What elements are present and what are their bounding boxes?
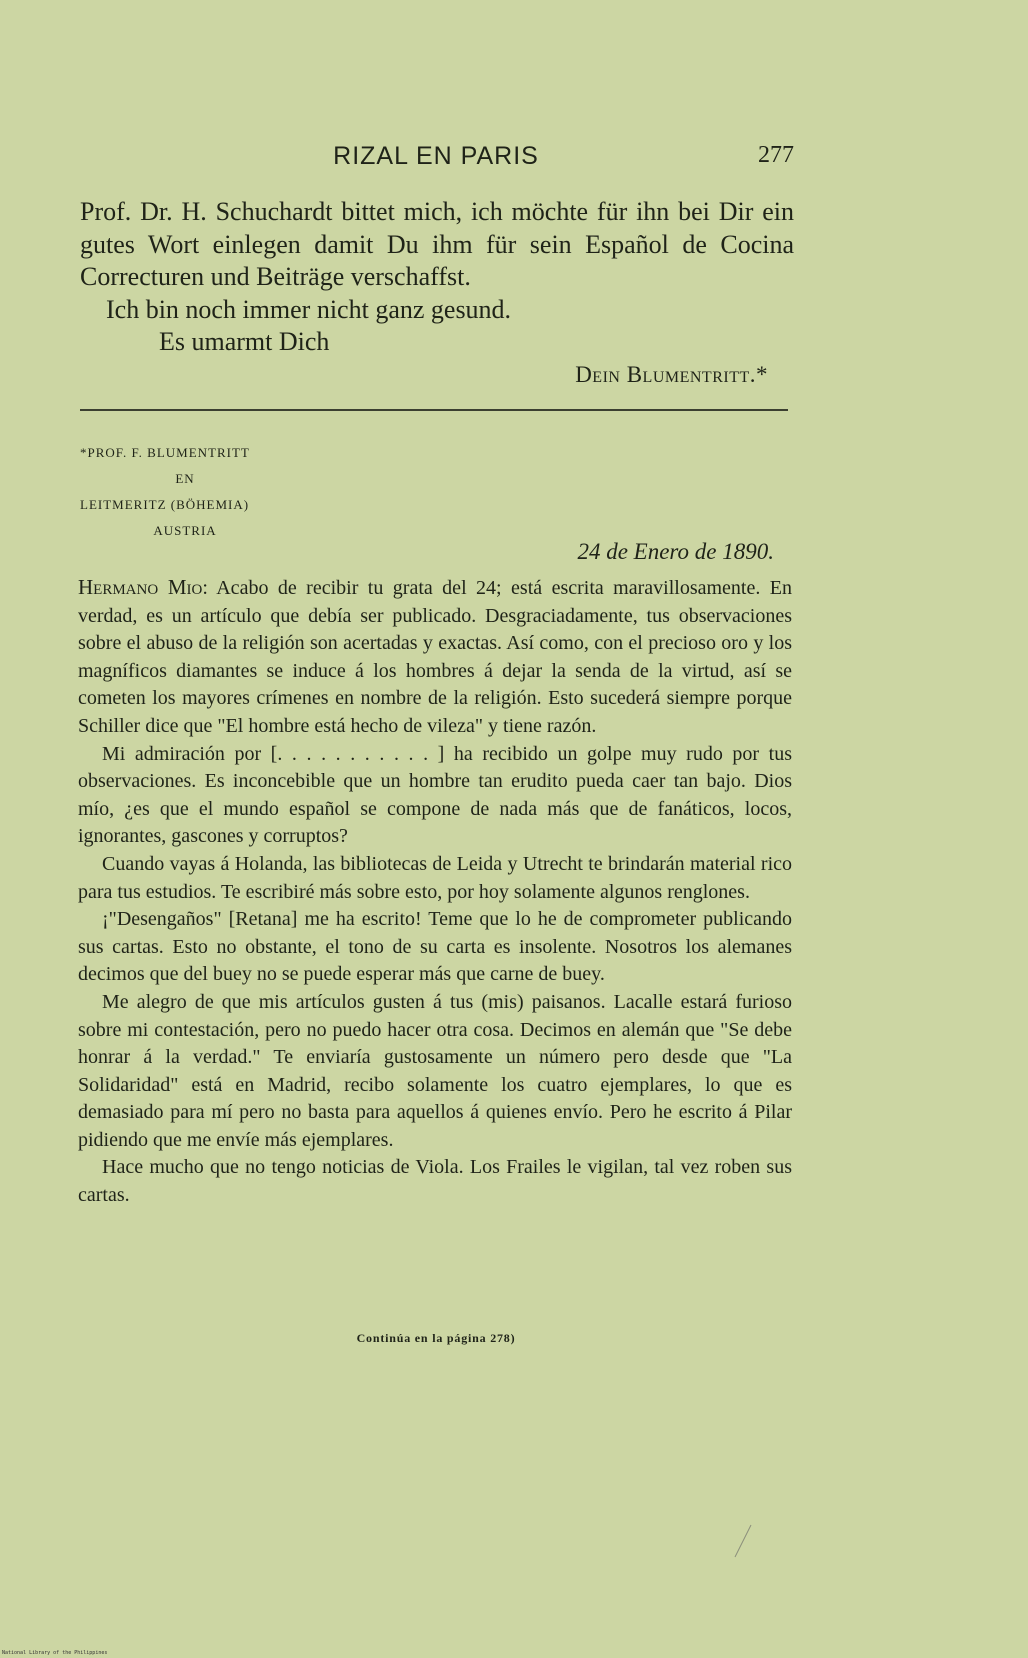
address-line: EN bbox=[175, 471, 195, 486]
german-letter bbox=[80, 196, 794, 391]
letter-body bbox=[78, 574, 792, 1210]
continuation-note: Continúa en la página 278) bbox=[356, 1331, 516, 1345]
running-title: RIZAL EN PARIS bbox=[333, 142, 539, 170]
german-closing: Es umarmt Dich bbox=[159, 327, 330, 356]
letter-date: 24 de Enero de 1890. bbox=[577, 539, 774, 564]
german-paragraph: Ich bin noch immer nicht ganz gesund. bbox=[106, 294, 512, 324]
signature: Dein Blumentritt.* bbox=[575, 361, 768, 387]
page-number: 277 bbox=[758, 142, 794, 168]
section-divider bbox=[80, 409, 788, 411]
body-paragraph: Mi admiración por [. . . . . . . . . . . ] ha recibido un golpe muy rudo por tus observaciones. Es inconcebible que un hombre tan erudito pueda caer tan bajo. Dios mío, ¿es que el mundo español se compone de nada más que de fanáticos, locos, ignorantes, gascones y corruptos? bbox=[78, 742, 792, 848]
body-paragraph: Me alegro de que mis artículos gusten á tus (mis) paisanos. Lacalle estará furioso sobre mi contestación, pero no puedo hacer otra cosa. Decimos en alemán que "Se debe honrar á la verdad." Te enviaría gustosamente un número pero desde que "La Solidaridad" está en Madrid, recibo solamente los cuatro ejemplares, lo que es demasiado para mí pero no basta para aquellos á quienes envío. Pero he escrito á Pilar pidiendo que me envíe más ejemplares. bbox=[78, 990, 792, 1151]
german-paragraph: Prof. Dr. H. Schuchardt bittet mich, ich möchte für ihn bei Dir ein gutes Wort einlegen damit Du ihm für sein Español de Cocina Correcturen und Beiträge verschaffst. bbox=[80, 197, 794, 291]
address-line: *PROF. F. BLUMENTRITT bbox=[80, 445, 250, 460]
address-line: LEITMERITZ (BÖHEMIA) bbox=[80, 497, 250, 512]
body-paragraph: Hace mucho que no tengo noticias de Viola. Los Frailes le vigilan, tal vez roben sus cartas. bbox=[78, 1156, 792, 1207]
body-paragraph: ¡"Desengaños" [Retana] me ha escrito! Teme que lo he de comprometer publicando sus cartas. Esto no obstante, el tono de su carta es insolente. Nosotros los alemanes decimos que del buey no se puede esperar más que carne de buey. bbox=[78, 908, 792, 986]
scan-credit: National Library of the Philippines bbox=[2, 1650, 108, 1656]
paragraph-text: : Acabo de recibir tu grata del 24; está escrita maravillosamente. En verdad, es un artículo que debía ser publicado. Desgraciadamente, tus observaciones sobre el abuso de la religión son acertadas y exactas. Así como, con el precioso oro y los magníficos diamantes se induce á los hombres á dejar la senda de la virtud, así se cometen los mayores crímenes en nombre de la religión. Esto sucederá siempre porque Schiller dice que "El hombre está hecho de vileza" y tiene razón. bbox=[78, 577, 792, 737]
pen-mark bbox=[729, 1521, 759, 1561]
running-head bbox=[78, 142, 794, 176]
body-paragraph bbox=[78, 574, 792, 741]
salutation: Hermano Mio bbox=[78, 575, 203, 599]
body-paragraph: Cuando vayas á Holanda, las bibliotecas de Leida y Utrecht te brindarán material rico para tus estudios. Te escribiré más sobre esto, por hoy solamente algunos renglones. bbox=[78, 852, 792, 903]
address-line: AUSTRIA bbox=[153, 523, 217, 538]
address-block bbox=[80, 440, 320, 544]
